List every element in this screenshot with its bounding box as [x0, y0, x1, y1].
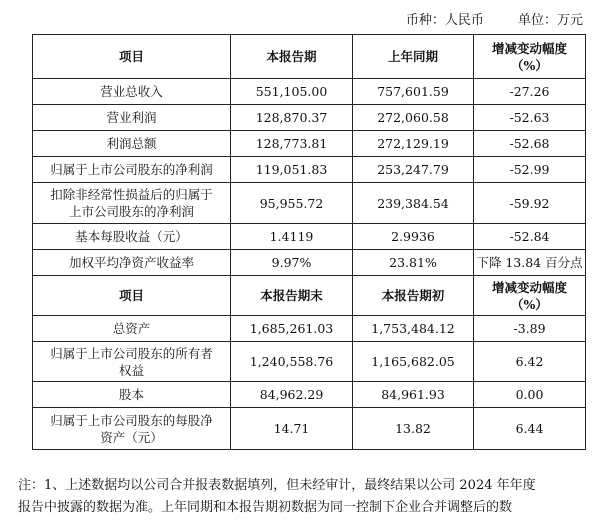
header-change-unit: （%）: [511, 57, 548, 73]
period-end-value: 14.71: [231, 408, 353, 450]
prior-value: 2.9936: [353, 224, 474, 250]
change-value: -52.63: [474, 105, 586, 131]
header-period-end: 本报告期末: [231, 276, 353, 316]
footnote-line2: 报告中披露的数据为准。上年同期和本报告期初数据为同一控制下企业合并调整后的数: [18, 500, 513, 515]
table-row: [33, 157, 586, 183]
header-change: [474, 35, 586, 79]
change-value: 0.00: [474, 382, 586, 408]
currency-label: 币种：人民币: [405, 13, 484, 28]
current-value: 1.4119: [231, 224, 353, 250]
row-label: 加权平均净资产收益率: [33, 250, 231, 276]
change-value: 下降 13.84 百分点: [474, 250, 586, 276]
prior-value: 757,601.59: [353, 79, 474, 105]
table-row: [33, 250, 586, 276]
period-start-value: 13.82: [353, 408, 474, 450]
change-value: -52.99: [474, 157, 586, 183]
table1-header-row: [33, 35, 586, 79]
table-row: [33, 316, 586, 342]
table-row: [33, 342, 586, 382]
financial-table: [32, 34, 586, 450]
header-prior-period: 上年同期: [353, 35, 474, 79]
current-value: 119,051.83: [231, 157, 353, 183]
change-value: -52.84: [474, 224, 586, 250]
table-row: [33, 105, 586, 131]
header-change: [474, 276, 586, 316]
prior-value: 272,129.19: [353, 131, 474, 157]
current-value: 128,773.81: [231, 131, 353, 157]
row-label-line2: 上市公司股东的净利润: [68, 204, 194, 219]
current-value: 128,870.37: [231, 105, 353, 131]
table-row: [33, 382, 586, 408]
row-label-line1: 扣除非经常性损益后的归属于: [50, 187, 213, 202]
current-value: 551,105.00: [231, 79, 353, 105]
table-row: [33, 224, 586, 250]
row-label: 利润总额: [33, 131, 231, 157]
table2-header-row: [33, 276, 586, 316]
row-label: 归属于上市公司股东的净利润: [33, 157, 231, 183]
current-value: 95,955.72: [231, 183, 353, 224]
header-change-unit: （%）: [511, 296, 548, 312]
prior-value: 23.81%: [353, 250, 474, 276]
change-value: -27.26: [474, 79, 586, 105]
header-current-period: 本报告期: [231, 35, 353, 79]
prior-value: 253,247.79: [353, 157, 474, 183]
header-period-start: 本报告期初: [353, 276, 474, 316]
row-label-line1: 归属于上市公司股东的每股净: [50, 412, 213, 428]
header-item: 项目: [33, 276, 231, 316]
header-change-label: 增减变动幅度: [491, 279, 567, 295]
change-value: -3.89: [474, 316, 586, 342]
row-label: 营业利润: [33, 105, 231, 131]
change-value: -52.68: [474, 131, 586, 157]
row-label-line2: 权益: [118, 362, 144, 378]
currency-unit-line: [406, 9, 583, 28]
row-label: 营业总收入: [33, 79, 231, 105]
row-label: 股本: [33, 382, 231, 408]
period-start-value: 84,961.93: [353, 382, 474, 408]
table-row: [33, 79, 586, 105]
row-label: [33, 342, 231, 382]
unit-label: 单位：万元: [517, 13, 583, 28]
current-value: 9.97%: [231, 250, 353, 276]
period-end-value: 1,240,558.76: [231, 342, 353, 382]
table-row: [33, 183, 586, 224]
change-value: 6.42: [474, 342, 586, 382]
period-start-value: 1,753,484.12: [353, 316, 474, 342]
table-row: [33, 131, 586, 157]
row-label: [33, 408, 231, 450]
header-item: 项目: [33, 35, 231, 79]
period-start-value: 1,165,682.05: [353, 342, 474, 382]
row-label-line1: 归属于上市公司股东的所有者: [50, 345, 213, 361]
footnote: [18, 475, 603, 519]
change-value: -59.92: [474, 183, 586, 224]
row-label: 总资产: [33, 316, 231, 342]
header-change-label: 增减变动幅度: [491, 40, 567, 56]
footnote-line1: 注：1、上述数据均以公司合并报表数据填列，但未经审计，最终结果以公司 2024 年年度: [18, 478, 536, 493]
prior-value: 239,384.54: [353, 183, 474, 224]
table-row: [33, 408, 586, 450]
row-label: 基本每股收益（元）: [33, 224, 231, 250]
row-label: [33, 183, 231, 224]
period-end-value: 84,962.29: [231, 382, 353, 408]
period-end-value: 1,685,261.03: [231, 316, 353, 342]
row-label-line2: 资产（元）: [100, 429, 163, 445]
change-value: 6.44: [474, 408, 586, 450]
prior-value: 272,060.58: [353, 105, 474, 131]
